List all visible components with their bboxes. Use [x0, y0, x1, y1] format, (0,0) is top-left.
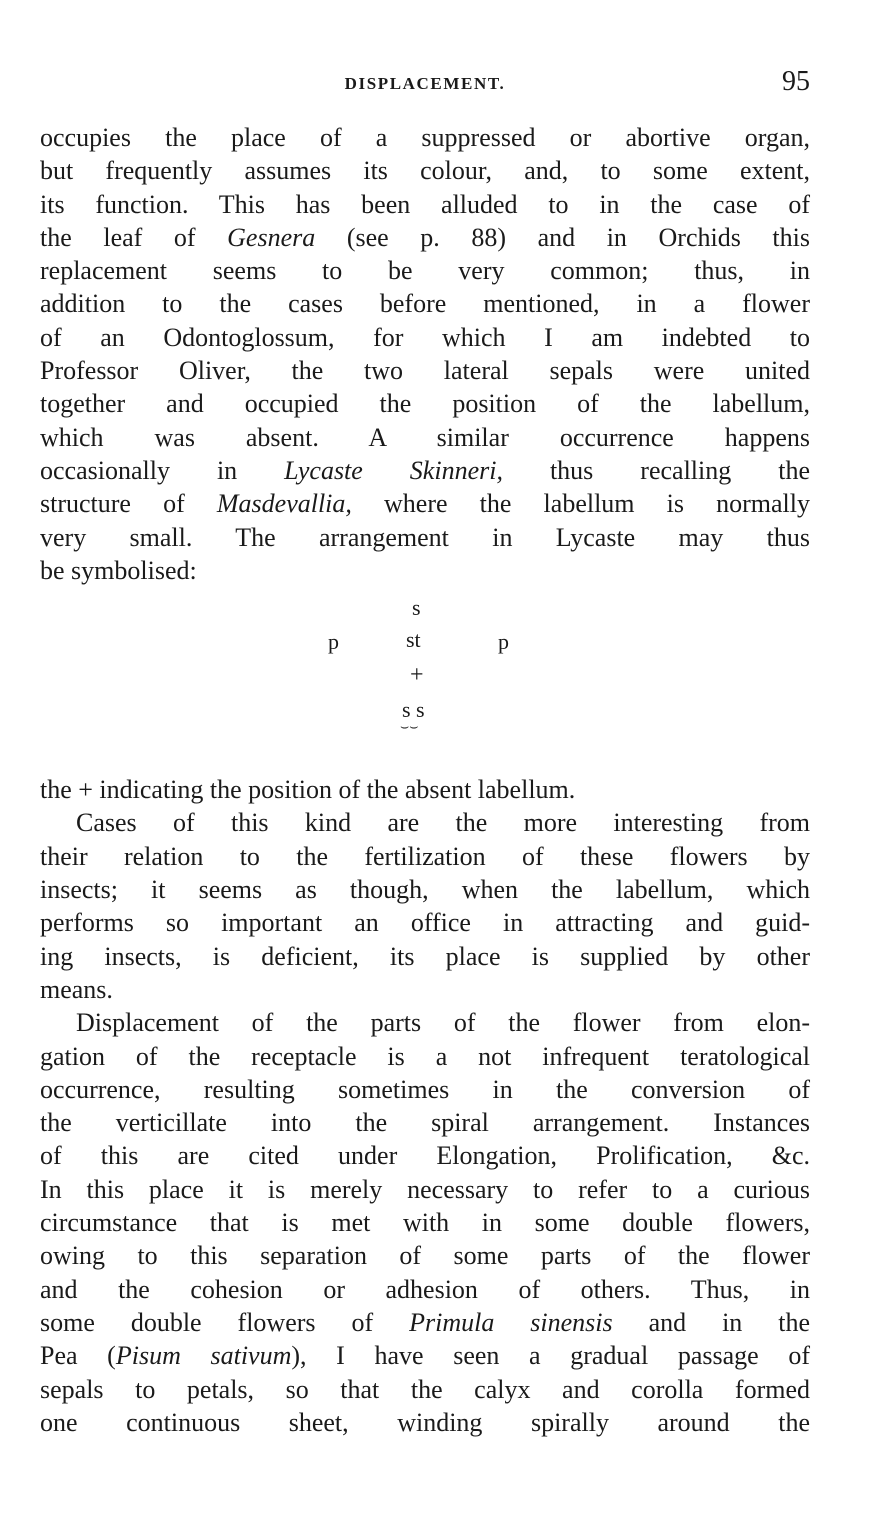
- formula-plus: +: [410, 662, 424, 689]
- text-line: sepals to petals, so that the calyx and corolla formed: [40, 1374, 810, 1404]
- text-line: some double flowers of Primula sinensis and in the: [40, 1307, 811, 1337]
- formula-right-petal: p: [498, 629, 509, 655]
- formula-top-sepal: s: [412, 595, 421, 621]
- text-line: occurrence, resulting sometimes in the conversion of: [40, 1074, 810, 1104]
- text-line: means.: [40, 974, 113, 1004]
- text-line: together and occupied the position of the labellum,: [40, 389, 810, 419]
- taxon-lycaste: Lycaste Skinneri,: [284, 455, 503, 485]
- text-line: the + indicating the position of the absent labellum.: [40, 775, 576, 805]
- text-line: addition to the cases before mentioned, in a flower: [40, 289, 810, 319]
- page-number: 95: [782, 66, 810, 97]
- text-line: the leaf of Gesnera (see p. 88) and in Orchids this: [40, 222, 810, 252]
- taxon-gesnera: Gesnera: [227, 222, 316, 252]
- text-line: Cases of this kind are the more interesting from: [76, 808, 810, 838]
- text-line: occupies the place of a suppressed or abortive organ,: [40, 123, 810, 152]
- formula-tilde: ⌣⌣: [400, 720, 419, 736]
- text-line: very small. The arrangement in Lycaste may thus: [40, 522, 810, 552]
- text-line: but frequently assumes its colour, and, to some extent,: [40, 156, 810, 186]
- text-line: gation of the receptacle is a not infrequent teratological: [40, 1041, 810, 1071]
- taxon-masdevallia: Masdevallia,: [216, 489, 352, 519]
- text-line: Professor Oliver, the two lateral sepals were united: [40, 356, 810, 386]
- formula-lower-sepals: s s: [402, 697, 425, 723]
- text-line: be symbolised:: [40, 555, 197, 585]
- running-head: [40, 66, 810, 100]
- text-line: performs so important an office in attracting and guid-: [40, 908, 810, 938]
- text-line: ing insects, is deficient, its place is supplied by other: [40, 941, 810, 971]
- text-line: Pea (Pisum sativum), I have seen a gradual passage of: [40, 1341, 810, 1371]
- text-line: their relation to the fertilization of these flowers by: [40, 841, 810, 871]
- body-text: [40, 121, 810, 1439]
- text-line: replacement seems to be very common; thus, in: [40, 256, 810, 286]
- text-line: the verticillate into the spiral arrangement. Instances: [40, 1108, 810, 1138]
- text-line: its function. This has been alluded to in the case of: [40, 189, 810, 219]
- formula-left-petal: p: [328, 629, 339, 655]
- floral-formula: [40, 587, 810, 773]
- text-line: structure of Masdevallia, where the labellum is normally: [40, 489, 810, 519]
- text-line: insects; it seems as though, when the labellum, which: [40, 875, 810, 905]
- chapter-title: DISPLACEMENT.: [344, 74, 506, 93]
- formula-stamen: st: [406, 627, 421, 653]
- text-line: which was absent. A similar occurrence happens: [40, 422, 810, 452]
- text-line: Displacement of the parts of the flower from elon-: [76, 1008, 810, 1038]
- text-line: of an Odontoglossum, for which I am indebted to: [40, 322, 810, 352]
- text-line: of this are cited under Elongation, Prolification, &c.: [40, 1141, 810, 1171]
- text-line: owing to this separation of some parts of the flower: [40, 1241, 810, 1271]
- taxon-primula: Primula sinensis: [409, 1307, 613, 1337]
- text-line: and the cohesion or adhesion of others. Thus, in: [40, 1274, 810, 1304]
- text-line: In this place it is merely necessary to refer to a curious: [40, 1174, 810, 1204]
- text-line: one continuous sheet, winding spirally around the: [40, 1407, 810, 1437]
- text-line: circumstance that is met with in some double flowers,: [40, 1208, 810, 1238]
- text-line: occasionally in Lycaste Skinneri, thus recalling the: [40, 455, 810, 485]
- taxon-pisum: Pisum sativum: [115, 1341, 292, 1371]
